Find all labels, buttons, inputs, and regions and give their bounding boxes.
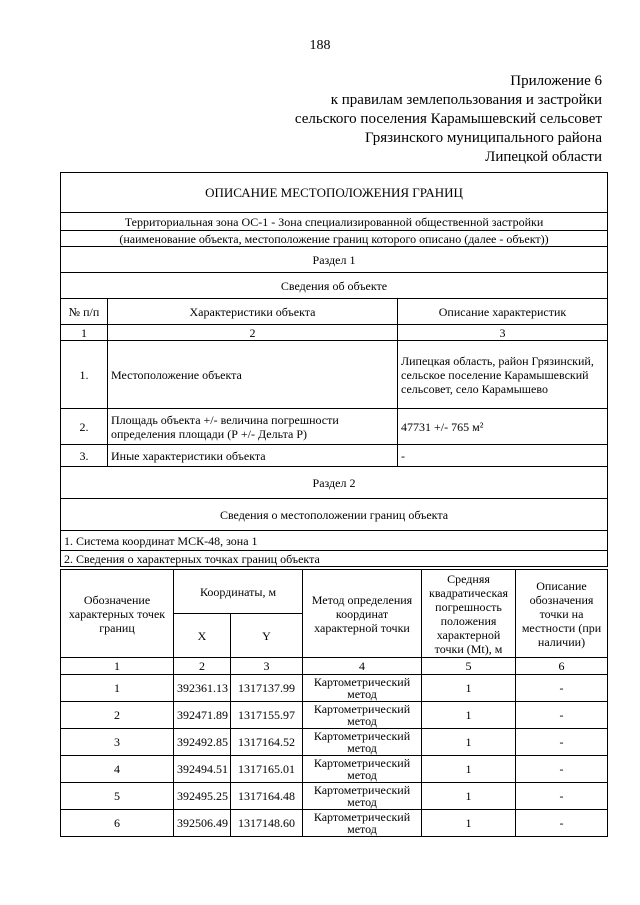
row-name: Местоположение объекта bbox=[108, 341, 398, 409]
header-error: Средняя квадратическая погрешность положения характерной точки (Mt), м bbox=[422, 570, 516, 658]
table-row bbox=[61, 409, 608, 445]
section1-subtitle: Сведения об объекте bbox=[61, 273, 608, 299]
header-characteristics: Характеристики объекта bbox=[108, 299, 398, 325]
table-row bbox=[61, 756, 608, 783]
zone-line: Территориальная зона ОС-1 - Зона специализированной общественной застройки bbox=[61, 213, 608, 231]
row-num: 1. bbox=[61, 341, 108, 409]
col-number: 2 bbox=[174, 658, 231, 675]
col-number: 3 bbox=[231, 658, 303, 675]
point-method: Картометрический метод bbox=[303, 729, 422, 756]
col-number: 2 bbox=[108, 325, 398, 341]
point-y: 1317164.48 bbox=[231, 783, 303, 810]
point-desc: - bbox=[516, 702, 608, 729]
boundary-points-table bbox=[60, 569, 608, 837]
table-row bbox=[61, 341, 608, 409]
col-number: 5 bbox=[422, 658, 516, 675]
object-info-table bbox=[60, 172, 608, 567]
point-y: 1317148.60 bbox=[231, 810, 303, 837]
appendix-line: Грязинского муниципального района bbox=[365, 130, 602, 146]
point-desc: - bbox=[516, 783, 608, 810]
coord-system: 1. Система координат МСК-48, зона 1 bbox=[61, 531, 608, 551]
table-row bbox=[61, 445, 608, 467]
point-method: Картометрический метод bbox=[303, 810, 422, 837]
point-mt: 1 bbox=[422, 783, 516, 810]
row-name: Площадь объекта +/- величина погрешности определения площади (Р +/- Дельта Р) bbox=[108, 409, 398, 445]
point-y: 1317165.01 bbox=[231, 756, 303, 783]
page-number: 188 bbox=[309, 38, 331, 53]
point-id: 1 bbox=[61, 675, 174, 702]
point-y: 1317164.52 bbox=[231, 729, 303, 756]
point-desc: - bbox=[516, 756, 608, 783]
header-num: № п/п bbox=[61, 299, 108, 325]
header-designation: Обозначение характерных точек границ bbox=[61, 570, 174, 658]
header-y: Y bbox=[231, 614, 303, 658]
header-coordinates: Координаты, м bbox=[174, 570, 303, 614]
main-title: ОПИСАНИЕ МЕСТОПОЛОЖЕНИЯ ГРАНИЦ bbox=[61, 173, 608, 213]
point-desc: - bbox=[516, 810, 608, 837]
point-mt: 1 bbox=[422, 729, 516, 756]
row-value: 47731 +/- 765 м² bbox=[398, 409, 608, 445]
point-id: 2 bbox=[61, 702, 174, 729]
point-x: 392361.13 bbox=[174, 675, 231, 702]
point-y: 1317137.99 bbox=[231, 675, 303, 702]
point-id: 5 bbox=[61, 783, 174, 810]
appendix-line: Приложение 6 bbox=[510, 73, 602, 89]
point-x: 392492.85 bbox=[174, 729, 231, 756]
points-heading: 2. Сведения о характерных точках границ объекта bbox=[61, 551, 608, 567]
point-x: 392471.89 bbox=[174, 702, 231, 729]
point-x: 392494.51 bbox=[174, 756, 231, 783]
point-id: 4 bbox=[61, 756, 174, 783]
header-description: Описание обозначения точки на местности (при наличии) bbox=[516, 570, 608, 658]
table-row bbox=[61, 675, 608, 702]
point-desc: - bbox=[516, 675, 608, 702]
point-mt: 1 bbox=[422, 810, 516, 837]
section2-subtitle: Сведения о местоположении границ объекта bbox=[61, 499, 608, 531]
point-y: 1317155.97 bbox=[231, 702, 303, 729]
row-name: Иные характеристики объекта bbox=[108, 445, 398, 467]
point-x: 392506.49 bbox=[174, 810, 231, 837]
header-method: Метод определения координат характерной точки bbox=[303, 570, 422, 658]
point-x: 392495.25 bbox=[174, 783, 231, 810]
section1-title: Раздел 1 bbox=[61, 247, 608, 273]
point-id: 6 bbox=[61, 810, 174, 837]
point-method: Картометрический метод bbox=[303, 783, 422, 810]
header-x: X bbox=[174, 614, 231, 658]
row-num: 3. bbox=[61, 445, 108, 467]
point-id: 3 bbox=[61, 729, 174, 756]
point-method: Картометрический метод bbox=[303, 702, 422, 729]
point-method: Картометрический метод bbox=[303, 675, 422, 702]
header-description: Описание характеристик bbox=[398, 299, 608, 325]
col-number: 1 bbox=[61, 658, 174, 675]
zone-note: (наименование объекта, местоположение границ которого описано (далее - объект)) bbox=[61, 231, 608, 247]
row-value: Липецкая область, район Грязинский, сельское поселение Карамышевский сельсовет, село Карамышево bbox=[398, 341, 608, 409]
section2-title: Раздел 2 bbox=[61, 467, 608, 499]
row-value: - bbox=[398, 445, 608, 467]
point-mt: 1 bbox=[422, 702, 516, 729]
appendix-line: Липецкой области bbox=[485, 149, 602, 165]
col-number: 1 bbox=[61, 325, 108, 341]
col-number: 6 bbox=[516, 658, 608, 675]
appendix-line: сельского поселения Карамышевский сельсовет bbox=[294, 111, 602, 127]
point-mt: 1 bbox=[422, 756, 516, 783]
point-mt: 1 bbox=[422, 675, 516, 702]
appendix-header bbox=[295, 72, 602, 167]
point-method: Картометрический метод bbox=[303, 756, 422, 783]
table-row bbox=[61, 783, 608, 810]
table-row bbox=[61, 702, 608, 729]
appendix-line: к правилам землепользования и застройки bbox=[330, 92, 602, 108]
table-row bbox=[61, 810, 608, 837]
table-row bbox=[61, 729, 608, 756]
col-number: 4 bbox=[303, 658, 422, 675]
col-number: 3 bbox=[398, 325, 608, 341]
point-desc: - bbox=[516, 729, 608, 756]
row-num: 2. bbox=[61, 409, 108, 445]
